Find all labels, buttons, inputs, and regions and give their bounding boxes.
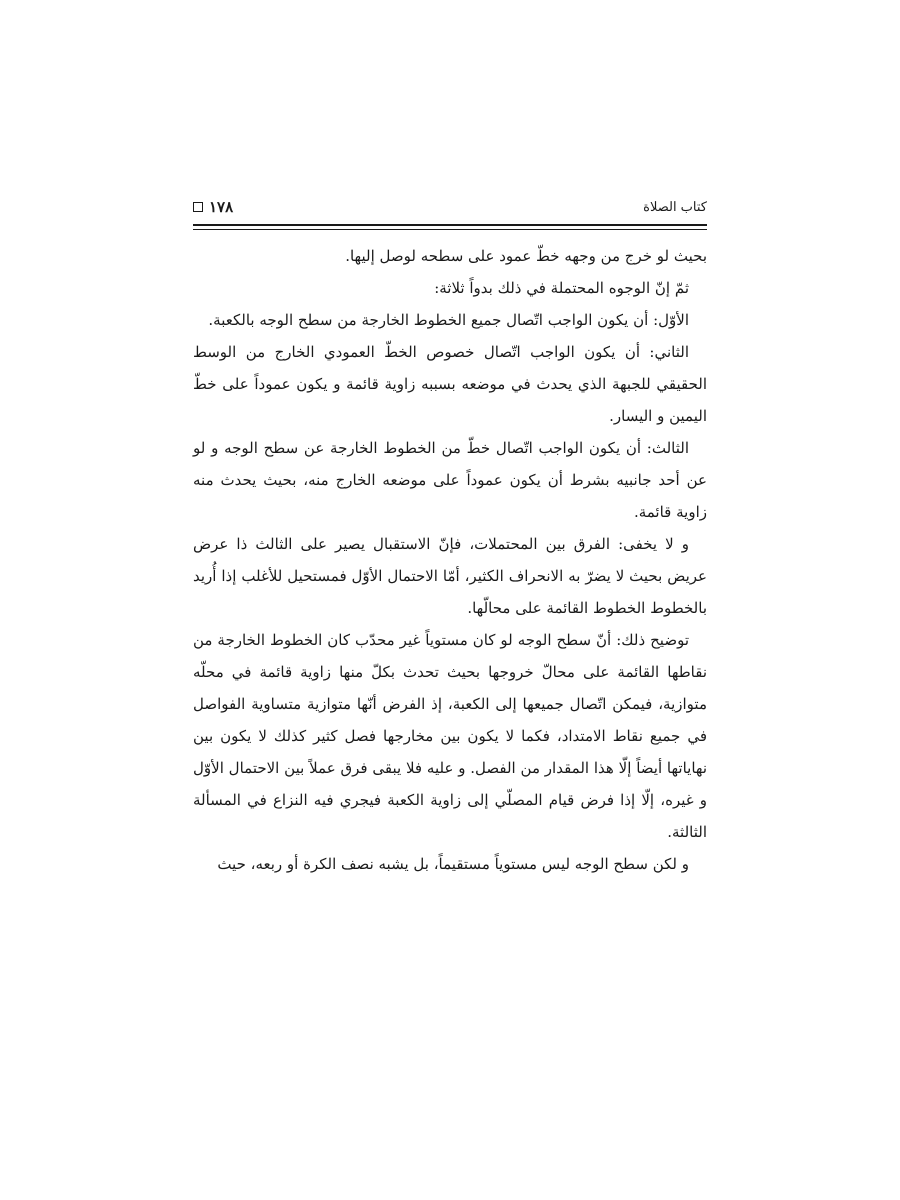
paragraph: ثمّ إنّ الوجوه المحتملة في ذلك بدواً ثلاثة: (434, 279, 689, 297)
book-title: كتاب الصلاة (643, 200, 707, 215)
paragraph: بحيث لو خرج من وجهه خطّ عمود على سطحه لوصل إليها. (345, 247, 707, 265)
book-page (193, 190, 707, 1090)
running-header (193, 190, 707, 224)
paragraph: توضيح ذلك: أنّ سطح الوجه لو كان مستوياً غير محدّب كان الخطوط الخارجة من نقاطها القائمة على محالّ خروجها بحيث تحدث بكلّ منها زاوية قائمة في محلّه متوازية، فيمكن اتّصال جميعها إلى الكعبة، إذ الفرض أنّها متوازية متساوية الفواصل في جميع نقاط الامتداد، فكما لا يكون بين مخارجها فصل كثير كذلك لا يكون بين نهاياتها أيضاً إلّا هذا المقدار من الفصل. و عليه فلا يبقى فرق عملاً بين الاحتمال الأوّل و غيره، إلّا إذا فرض قيام المصلّي إلى زاوية الكعبة فيجري فيه النزاع في المسألة الثالثة. (193, 631, 707, 841)
paragraph: و لا يخفى: الفرق بين المحتملات، فإنّ الاستقبال يصير على الثالث ذا عرض عريض بحيث لا يضرّ به الانحراف الكثير، أمّا الاحتمال الأوّل فمستحيل للأغلب إذا أُريد بالخطوط الخطوط القائمة على محالّها. (193, 535, 707, 617)
header-rule-thick (193, 224, 707, 226)
square-outline-icon (193, 202, 203, 212)
body-text (193, 240, 707, 880)
paragraph: الثاني: أن يكون الواجب اتّصال خصوص الخطّ العمودي الخارج من الوسط الحقيقي للجبهة الذي يحدث في موضعه بسببه زاوية قائمة و يكون عموداً على خطّ اليمين و اليسار. (193, 343, 707, 425)
header-rule-thin (193, 229, 707, 230)
paragraph: الثالث: أن يكون الواجب اتّصال خطّ من الخطوط الخارجة عن سطح الوجه و لو عن أحد جانبيه بشرط أن يكون عموداً على موضعه الخارج منه، بحيث يحدث منه زاوية قائمة. (193, 439, 707, 521)
paragraph: و لكن سطح الوجه ليس مستوياً مستقيماً، بل يشبه نصف الكرة أو ربعه، حيث (217, 855, 689, 873)
page-number: ١٧٨ (209, 198, 234, 216)
paragraph: الأوّل: أن يكون الواجب اتّصال جميع الخطوط الخارجة من سطح الوجه بالكعبة. (208, 311, 689, 329)
page-number-group (193, 198, 233, 216)
